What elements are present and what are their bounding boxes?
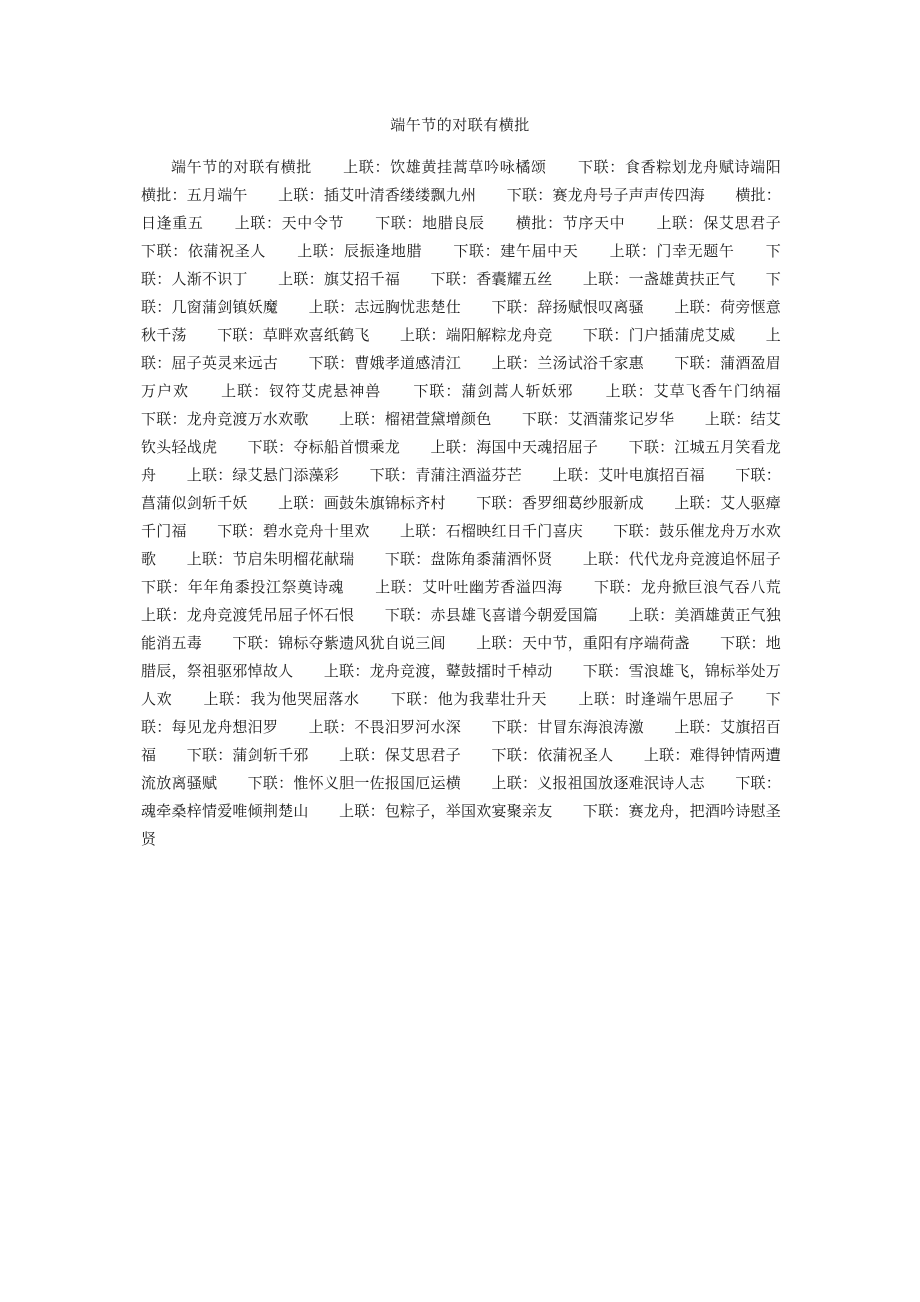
document-title: 端午节的对联有横批 (390, 116, 530, 134)
document-body-paragraph: 端午节的对联有横批 上联：饮雄黄挂蒿草吟咏橘颂 下联：食香粽划龙舟赋诗端阳 横批：五月端午 上联：插艾叶清香缕缕飘九州 下联：赛龙舟号子声声传四海 横批：日逢重五 上联：天中令节 下联：地腊良辰 横批：节序天中 上联：保艾思君子 下联：依蒲祝圣人 上联：辰振逢地腊 下联：建午届中天 上联：门幸无题午 下联：人渐不识丁 上联：旗艾招千福 下联：香囊耀五丝 上联：一盏雄黄扶正气 下联：几窗蒲剑镇妖魔 上联：志远胸忧悲楚仕 下联：辞扬赋恨叹离骚 上联：荷旁惬意秋千荡 下联：草畔欢喜纸鹤飞 上联：端阳解粽龙舟竞 下联：门户插蒲虎艾威 上联：屈子英灵来远古 下联：曹娥孝道感清江 上联：兰汤试浴千家惠 下联：蒲酒盈眉万户欢 上联：钗符艾虎悬神兽 下联：蒲剑蒿人斩妖邪 上联：艾草飞香午门纳福 下联：龙舟竞渡万水欢歌 上联：榴裙萱黛增颜色 下联：艾酒蒲浆记岁华 上联：结艾钦头轻战虎 下联：夺标船首惯乘龙 上联：海国中天魂招屈子 下联：江城五月笑看龙舟 上联：绿艾悬门添藻彩 下联：青蒲注酒溢芬芒 上联：艾叶电旗招百福 下联：菖蒲似剑斩千妖 上联：画鼓朱旗锦标齐村 下联：香罗细葛纱服新成 上联：艾人驱瘴千门福 下联：碧水竞舟十里欢 上联：石榴映红日千门喜庆 下联：鼓乐催龙舟万水欢歌 上联：节启朱明榴花献瑞 下联：盘陈角黍蒲酒怀贤 上联：代代龙舟竞渡追怀屈子 下联：年年角黍投江祭奠诗魂 上联：艾叶吐幽芳香溢四海 下联：龙舟掀巨浪气吞八荒 上联：龙舟竞渡凭吊屈子怀石恨 下联：赤县雄飞喜谱今朝爱国篇 上联：美酒雄黄正气独能消五毒 下联：锦标夺紫遗风犹自说三闾 上联：天中节，重阳有序端荷盏 下联：地腊辰，祭祖驱邪悼故人 上联：龙舟竞渡，鼙鼓擂时千棹动 下联：雪浪雄飞，锦标举处万人欢 上联：我为他哭屈落水 下联：他为我辈壮升天 上联：时逢端午思屈子 下联：每见龙舟想汨罗 上联：不畏汨罗河水深 下联：甘冒东海浪涛激 上联：艾旗招百福 下联：蒲剑斩千邪 上联：保艾思君子 下联：依蒲祝圣人 上联：难得钟情两遭流放离骚赋 下联：惟怀义胆一佐报国厄运横 上联：义报祖国放逐难泯诗人志 下联：魂牵桑梓情爱唯倾荆楚山 上联：包粽子，举国欢宴聚亲友 下联：赛龙舟，把酒吟诗慰圣贤 (141, 158, 812, 848)
